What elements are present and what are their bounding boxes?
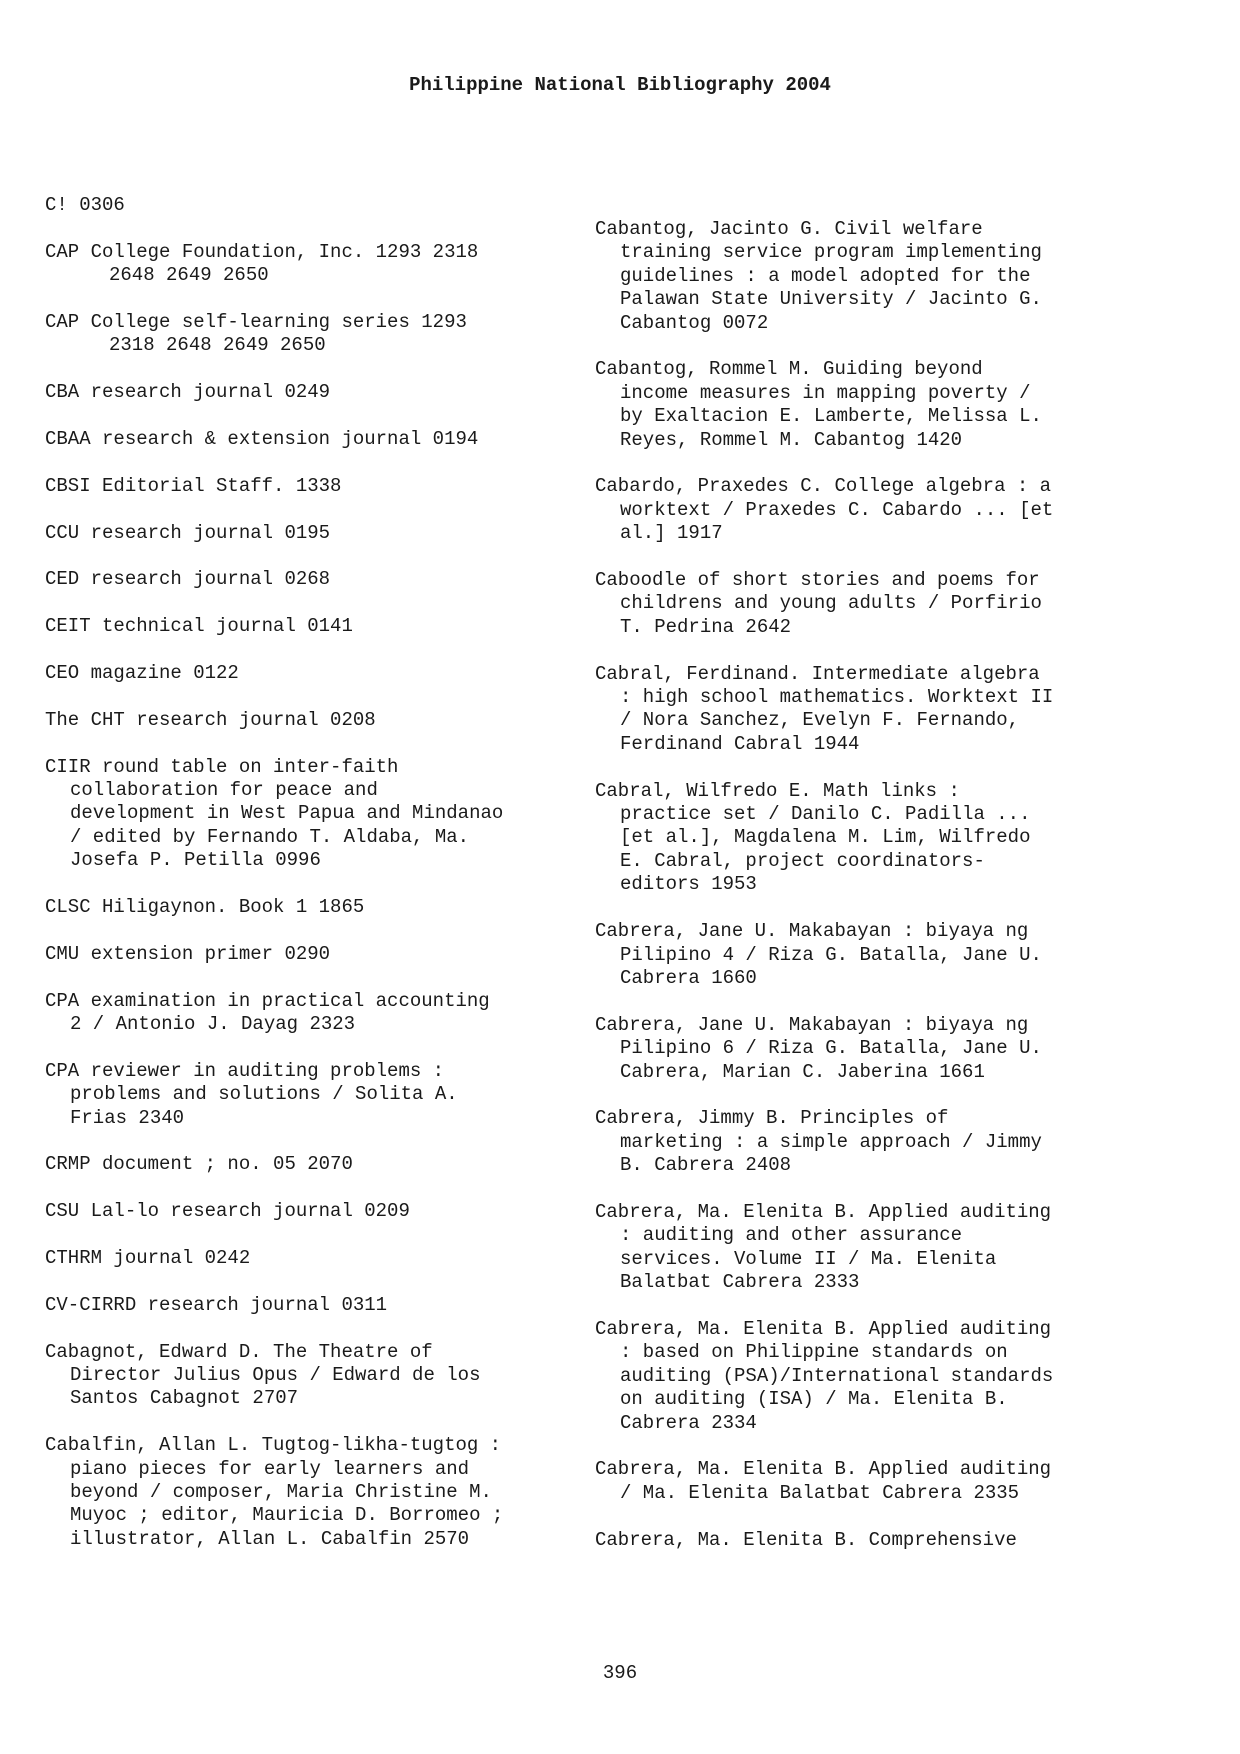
entry-heading-line: CAP College self-learning series 1293 <box>45 311 467 333</box>
entry-continuation-line: income measures in mapping poverty / <box>620 381 1031 404</box>
entry-continuation-line: Cabantog 0072 <box>620 311 769 334</box>
entry-heading-line: CPA examination in practical accounting <box>45 989 490 1012</box>
bibliography-entry <box>595 1014 1115 1084</box>
entry-continuation-line: by Exaltacion E. Lamberte, Melissa L. <box>620 405 1042 428</box>
entry-heading-line: CED research journal 0268 <box>45 568 331 591</box>
entry-continuation-line: Balatbat Cabrera 2333 <box>620 1271 860 1294</box>
entry-continuation-line: development in West Papua and Mindanao <box>70 802 504 825</box>
entry-continuation-line: worktext / Praxedes C. Cabardo ... [et <box>620 498 1054 521</box>
bibliography-entry <box>595 1318 1115 1435</box>
entry-continuation-line: Pilipino 6 / Riza G. Batalla, Jane U. <box>620 1037 1042 1060</box>
entry-heading-line: Cabral, Wilfredo E. Math links : <box>595 779 960 802</box>
bibliography-entry <box>595 569 1115 639</box>
bibliography-entry <box>45 1153 565 1176</box>
bibliography-entry <box>595 920 1115 990</box>
entry-heading-line: Cabalfin, Allan L. Tugtog-likha-tugtog : <box>45 1434 502 1457</box>
entry-continuation-line: editors 1953 <box>620 873 757 896</box>
entry-heading-line: Cabardo, Praxedes C. College algebra : a <box>595 475 1052 498</box>
bibliography-entry <box>45 475 565 498</box>
entry-heading-line: CCU research journal 0195 <box>45 521 331 544</box>
entry-continuation-line: piano pieces for early learners and <box>70 1457 470 1480</box>
bibliography-entry <box>45 1060 565 1130</box>
bibliography-entry <box>595 780 1115 897</box>
entry-heading-line: Cabrera, Ma. Elenita B. Applied auditing <box>595 1317 1052 1340</box>
bibliography-entry <box>45 990 565 1037</box>
bibliography-entry <box>45 1200 565 1223</box>
entry-heading-line: The CHT research journal 0208 <box>45 708 376 731</box>
entry-heading-line: CAP College Foundation, Inc. 1293 2318 <box>45 240 479 263</box>
bibliography-entry <box>595 218 1115 335</box>
entry-continuation-line: / Ma. Elenita Balatbat Cabrera 2335 <box>620 1481 1020 1504</box>
bibliography-entry <box>45 1341 565 1411</box>
bibliography-entry <box>45 943 565 966</box>
entry-heading-line: CSU Lal-lo research journal 0209 <box>45 1200 410 1223</box>
entry-continuation-line: Cabrera, Marian C. Jaberina 1661 <box>620 1060 985 1083</box>
entry-continuation-line: Cabrera 1660 <box>620 966 757 989</box>
entry-heading-line: CBAA research & extension journal 0194 <box>45 428 479 450</box>
entry-continuation-line: : auditing and other assurance <box>620 1224 963 1247</box>
entry-heading-line: CBA research journal 0249 <box>45 381 331 404</box>
entry-continuation-line: 2 / Antonio J. Dayag 2323 <box>70 1013 356 1035</box>
entry-continuation-line: childrens and young adults / Porfirio <box>620 592 1042 615</box>
entry-continuation-line: B. Cabrera 2408 <box>620 1154 792 1177</box>
entry-continuation-line: Josefa P. Petilla 0996 <box>70 849 321 872</box>
entry-continuation-line: Cabrera 2334 <box>620 1411 757 1434</box>
entry-heading-line: Cabantog, Rommel M. Guiding beyond <box>595 358 983 381</box>
entry-continuation-line: 2648 2649 2650 <box>109 264 269 287</box>
bibliography-entry <box>45 381 565 404</box>
entry-continuation-line: al.] 1917 <box>620 522 723 545</box>
entry-heading-line: Cabrera, Jane U. Makabayan : biyaya ng <box>595 920 1029 943</box>
entry-continuation-line: services. Volume II / Ma. Elenita <box>620 1247 997 1270</box>
bibliography-entry <box>45 1294 565 1317</box>
entry-continuation-line: illustrator, Allan L. Cabalfin 2570 <box>70 1527 470 1550</box>
bibliography-entry <box>45 709 565 732</box>
entry-continuation-line: : high school mathematics. Worktext II <box>620 686 1054 709</box>
entry-heading-line: CEO magazine 0122 <box>45 661 239 684</box>
bibliography-entry <box>595 358 1115 452</box>
entry-continuation-line: guidelines : a model adopted for the <box>620 264 1031 287</box>
entry-heading-line: Cabantog, Jacinto G. Civil welfare <box>595 218 983 240</box>
entry-continuation-line: T. Pedrina 2642 <box>620 615 792 638</box>
bibliography-entry <box>595 1458 1115 1505</box>
entry-continuation-line: 2318 2648 2649 2650 <box>109 334 326 357</box>
bibliography-entry <box>45 194 565 217</box>
entry-heading-line: CV-CIRRD research journal 0311 <box>45 1293 388 1316</box>
entry-continuation-line: [et al.], Magdalena M. Lim, Wilfredo <box>620 826 1031 849</box>
entry-continuation-line: collaboration for peace and <box>70 778 378 801</box>
entry-continuation-line: Muyoc ; editor, Mauricia D. Borromeo ; <box>70 1504 504 1527</box>
entry-heading-line: CLSC Hiligaynon. Book 1 1865 <box>45 896 365 918</box>
bibliography-entry <box>595 1529 1115 1552</box>
entry-heading-line: Caboodle of short stories and poems for <box>595 569 1040 592</box>
entry-continuation-line: Palawan State University / Jacinto G. <box>620 288 1042 311</box>
bibliography-entry <box>595 475 1115 545</box>
entry-heading-line: Cabrera, Ma. Elenita B. Comprehensive <box>595 1528 1017 1551</box>
bibliography-entry <box>595 1201 1115 1295</box>
entry-heading-line: CBSI Editorial Staff. 1338 <box>45 474 342 497</box>
entry-continuation-line: auditing (PSA)/International standards <box>620 1364 1054 1387</box>
entry-heading-line: Cabagnot, Edward D. The Theatre of <box>45 1340 433 1363</box>
entry-continuation-line: Reyes, Rommel M. Cabantog 1420 <box>620 428 963 451</box>
bibliography-entry <box>595 1107 1115 1177</box>
page-number: 396 <box>602 1662 638 1684</box>
entry-heading-line: CPA reviewer in auditing problems : <box>45 1059 445 1082</box>
entry-continuation-line: training service program implementing <box>620 241 1042 264</box>
entry-continuation-line: Frias 2340 <box>70 1106 185 1129</box>
left-column <box>45 194 565 1575</box>
entry-continuation-line: Santos Cabagnot 2707 <box>70 1387 299 1410</box>
bibliography-entry <box>45 756 565 873</box>
entry-continuation-line: on auditing (ISA) / Ma. Elenita B. <box>620 1388 1008 1411</box>
entry-heading-line: Cabral, Ferdinand. Intermediate algebra <box>595 662 1040 685</box>
bibliography-entry <box>45 896 565 919</box>
bibliography-entry <box>45 428 565 451</box>
entry-continuation-line: Ferdinand Cabral 1944 <box>620 732 860 755</box>
bibliography-entry <box>45 311 565 358</box>
bibliography-entry <box>45 241 565 288</box>
entry-continuation-line: problems and solutions / Solita A. <box>70 1083 458 1106</box>
entry-continuation-line: marketing : a simple approach / Jimmy <box>620 1130 1042 1153</box>
entry-heading-line: Cabrera, Ma. Elenita B. Applied auditing <box>595 1458 1052 1481</box>
entry-continuation-line: / edited by Fernando T. Aldaba, Ma. <box>70 825 470 848</box>
entry-heading-line: CRMP document ; no. 05 2070 <box>45 1153 353 1176</box>
entry-heading-line: CTHRM journal 0242 <box>45 1247 251 1269</box>
bibliography-entry <box>45 568 565 591</box>
entry-heading-line: CEIT technical journal 0141 <box>45 615 353 638</box>
entry-heading-line: Cabrera, Jimmy B. Principles of <box>595 1107 949 1130</box>
bibliography-entry <box>45 615 565 638</box>
bibliography-entry <box>45 662 565 685</box>
entry-continuation-line: practice set / Danilo C. Padilla ... <box>620 803 1031 826</box>
entry-heading-line: Cabrera, Ma. Elenita B. Applied auditing <box>595 1200 1052 1223</box>
bibliography-entry <box>45 522 565 545</box>
entry-continuation-line: Pilipino 4 / Riza G. Batalla, Jane U. <box>620 943 1042 966</box>
page-title: Philippine National Bibliography 2004 <box>409 74 831 96</box>
bibliography-entry <box>595 663 1115 757</box>
right-column <box>595 218 1115 1575</box>
bibliography-entry <box>45 1247 565 1270</box>
entry-heading-line: C! 0306 <box>45 194 125 216</box>
entry-heading-line: CIIR round table on inter-faith <box>45 755 399 778</box>
entry-continuation-line: beyond / composer, Maria Christine M. <box>70 1481 492 1504</box>
entry-heading-line: Cabrera, Jane U. Makabayan : biyaya ng <box>595 1013 1029 1036</box>
entry-continuation-line: E. Cabral, project coordinators- <box>620 849 985 872</box>
entry-heading-line: CMU extension primer 0290 <box>45 942 331 965</box>
entry-continuation-line: / Nora Sanchez, Evelyn F. Fernando, <box>620 709 1020 732</box>
bibliography-entry <box>45 1434 565 1551</box>
entry-continuation-line: Director Julius Opus / Edward de los <box>70 1364 481 1386</box>
entry-continuation-line: : based on Philippine standards on <box>620 1341 1008 1364</box>
